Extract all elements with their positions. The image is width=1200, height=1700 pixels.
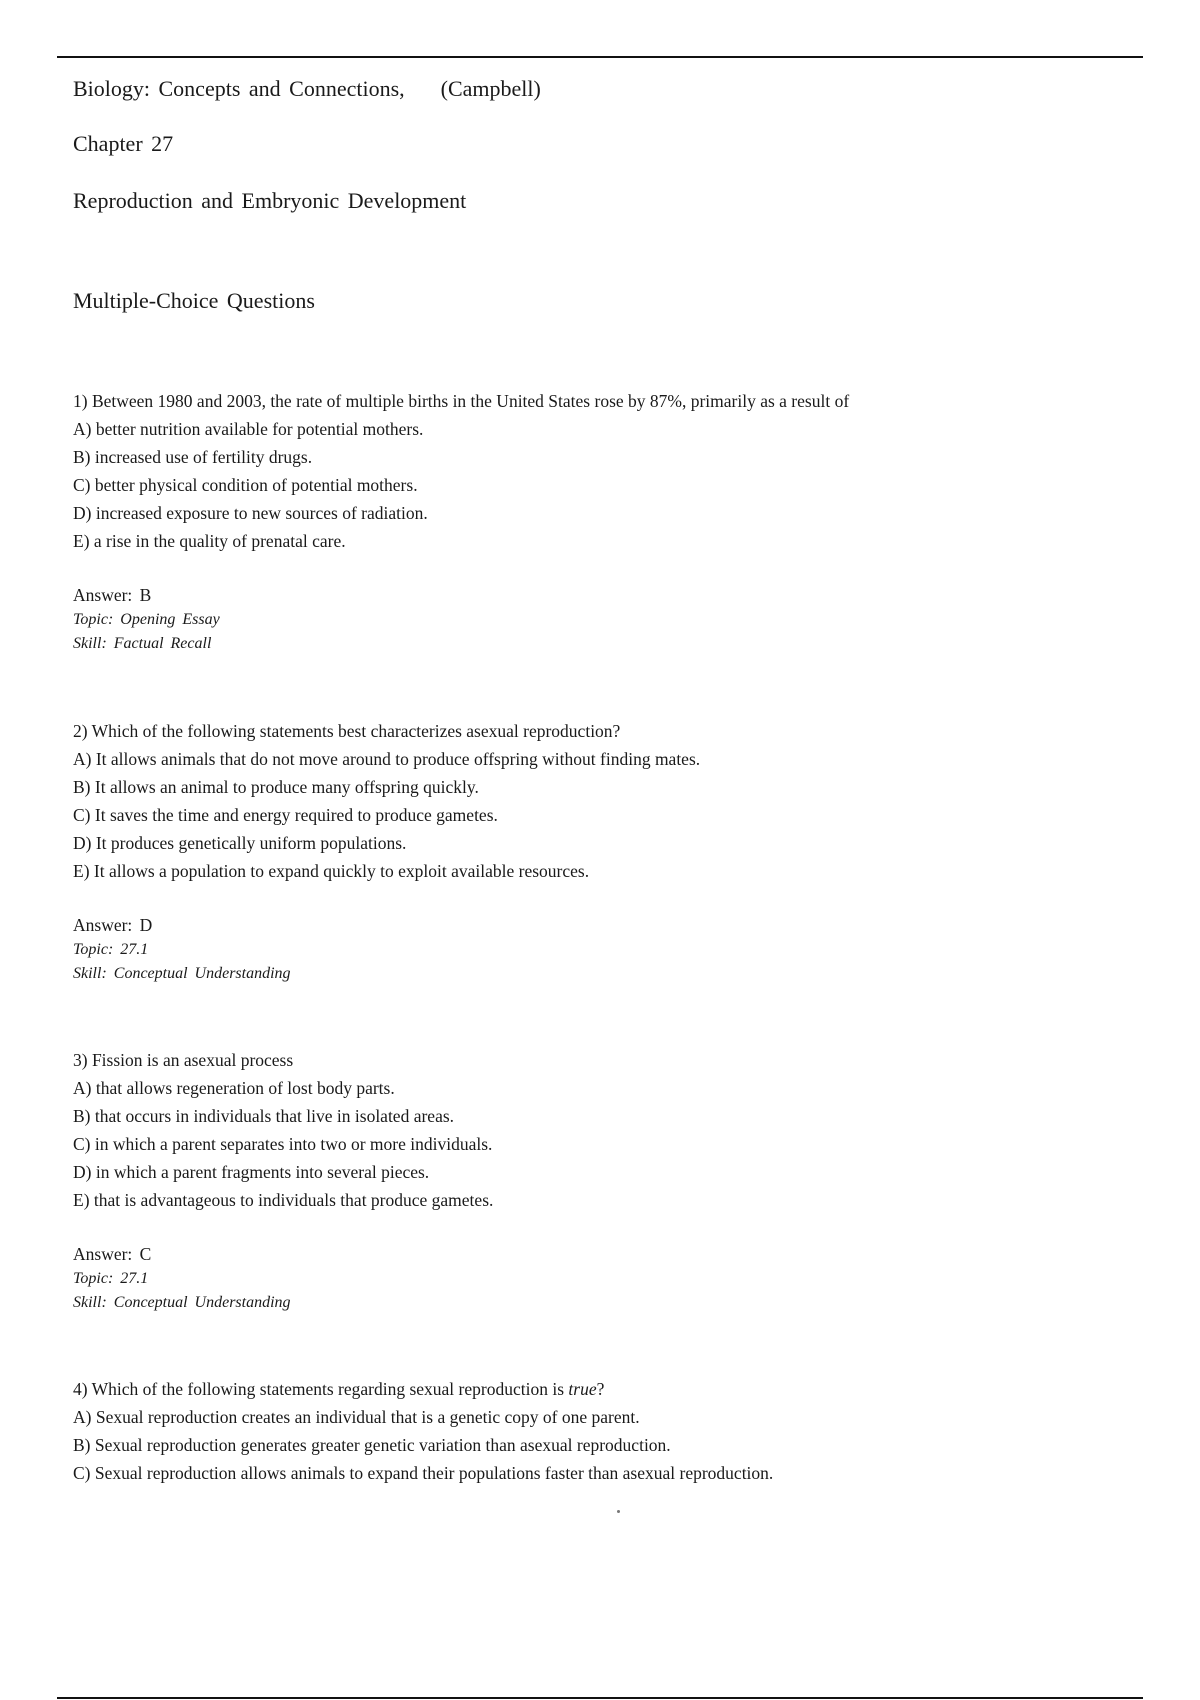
answer-option: B) that occurs in individuals that live in isolated areas. xyxy=(73,1106,455,1126)
answer-key: Answer: C xyxy=(73,1244,152,1264)
answer-option: C) better physical condition of potential mothers. xyxy=(73,475,418,495)
question-1 xyxy=(73,387,1133,656)
answer-option: C) Sexual reproduction allows animals to expand their populations faster than asexual reproduction. xyxy=(73,1463,774,1483)
topic-label: Topic: 27.1 xyxy=(73,941,149,958)
top-rule xyxy=(57,56,1143,58)
topic-label: Topic: Opening Essay xyxy=(73,611,220,628)
question-4 xyxy=(73,1375,1133,1487)
answer-option: B) It allows an animal to produce many offspring quickly. xyxy=(73,777,479,797)
answer-option: E) a rise in the quality of prenatal care. xyxy=(73,531,346,551)
answer-option: D) increased exposure to new sources of radiation. xyxy=(73,503,428,523)
answer-option: A) that allows regeneration of lost body parts. xyxy=(73,1078,395,1098)
book-title-line xyxy=(73,76,541,102)
answer-option: A) It allows animals that do not move around to produce offspring without finding mates. xyxy=(73,749,701,769)
answer-option: D) It produces genetically uniform populations. xyxy=(73,833,407,853)
answer-key: Answer: B xyxy=(73,585,152,605)
chapter-number: Chapter 27 xyxy=(73,131,174,156)
question-stem-text: 4) Which of the following statements regarding sexual reproduction is xyxy=(73,1379,569,1399)
answer-option: D) in which a parent fragments into several pieces. xyxy=(73,1162,430,1182)
question-stem: 1) Between 1980 and 2003, the rate of multiple births in the United States rose by 87%, primarily as a result of xyxy=(73,391,850,411)
question-stem-emphasis: true xyxy=(568,1379,597,1399)
skill-label: Skill: Factual Recall xyxy=(73,635,212,652)
answer-option: E) that is advantageous to individuals that produce gametes. xyxy=(73,1190,494,1210)
answer-option: E) It allows a population to expand quickly to exploit available resources. xyxy=(73,861,590,881)
question-stem: 3) Fission is an asexual process xyxy=(73,1050,294,1070)
topic-label: Topic: 27.1 xyxy=(73,1270,149,1287)
book-author: (Campbell) xyxy=(440,76,541,101)
scan-speck xyxy=(617,1510,620,1513)
book-title: Biology: Concepts and Connections, xyxy=(73,76,405,101)
question-stem xyxy=(73,1375,1133,1403)
question-stem: 2) Which of the following statements best characterizes asexual reproduction? xyxy=(73,721,621,741)
question-3 xyxy=(73,1046,1133,1315)
skill-label: Skill: Conceptual Understanding xyxy=(73,1294,291,1311)
bottom-rule xyxy=(57,1697,1143,1699)
chapter-title: Reproduction and Embryonic Development xyxy=(73,188,467,213)
answer-option: C) It saves the time and energy required to produce gametes. xyxy=(73,805,498,825)
question-2 xyxy=(73,717,1133,986)
answer-option: A) Sexual reproduction creates an individual that is a genetic copy of one parent. xyxy=(73,1407,640,1427)
answer-option: B) increased use of fertility drugs. xyxy=(73,447,313,467)
section-title: Multiple-Choice Questions xyxy=(73,288,315,313)
answer-key: Answer: D xyxy=(73,915,153,935)
answer-option: C) in which a parent separates into two or more individuals. xyxy=(73,1134,493,1154)
answer-option: A) better nutrition available for potential mothers. xyxy=(73,419,424,439)
skill-label: Skill: Conceptual Understanding xyxy=(73,965,291,982)
question-stem-end: ? xyxy=(596,1379,605,1399)
answer-option: B) Sexual reproduction generates greater genetic variation than asexual reproduction. xyxy=(73,1435,671,1455)
